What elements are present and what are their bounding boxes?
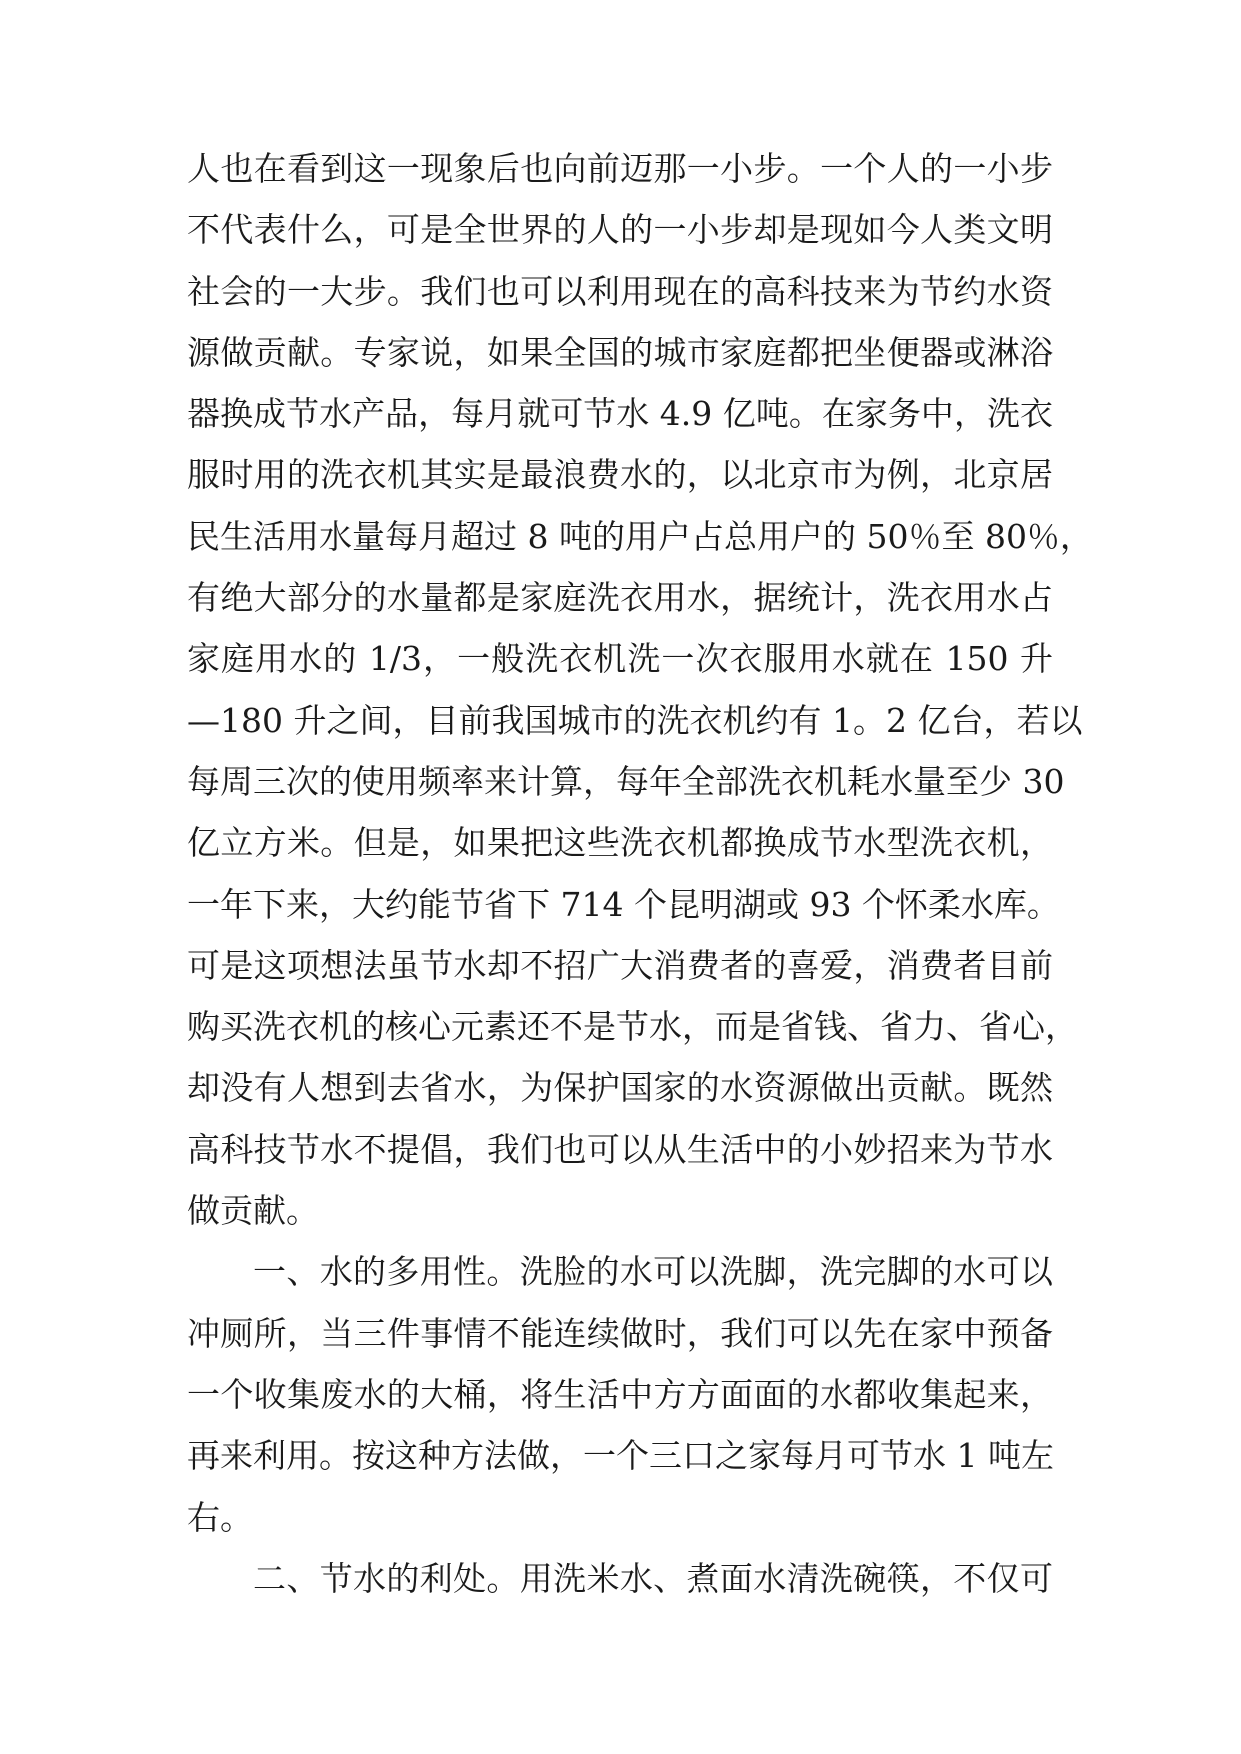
text-line: 器换成节水产品，每月就可节水 4.9 亿吨。在家务中，洗衣 (187, 394, 1053, 434)
text-line: 每周三次的使用频率来计算，每年全部洗衣机耗水量至少 30 (187, 761, 1065, 801)
text-line: 社会的一大步。我们也可以利用现在的高科技来为节约水资 (187, 271, 1053, 311)
text-line: 右。 (187, 1497, 253, 1537)
text-line: 民生活用水量每月超过 8 吨的用户占总用户的 50％至 80％， (187, 516, 1093, 556)
text-line: 一个收集废水的大桶，将生活中方方面面的水都收集起来， (187, 1374, 1053, 1414)
paragraph-first-line: 一、水的多用性。洗脸的水可以洗脚，洗完脚的水可以 (253, 1252, 1053, 1292)
text-line: 有绝大部分的水量都是家庭洗衣用水，据统计，洗衣用水占 (187, 578, 1053, 618)
text-line: 家庭用水的 1/3，一般洗衣机洗一次衣服用水就在 150 升 (187, 639, 1053, 679)
text-line: 不代表什么，可是全世界的人的一小步却是现如今人类文明 (187, 210, 1053, 250)
text-line: 做贡献。 (187, 1191, 319, 1231)
text-line: 可是这项想法虽节水却不招广大消费者的喜爱，消费者目前 (187, 945, 1053, 985)
text-line: 服时用的洗衣机其实是最浪费水的，以北京市为例，北京居 (187, 455, 1053, 495)
text-line: 一年下来，大约能节省下 714 个昆明湖或 93 个怀柔水库。 (187, 884, 1060, 924)
text-line: 高科技节水不提倡，我们也可以从生活中的小妙招来为节水 (187, 1129, 1053, 1169)
text-line: 人也在看到这一现象后也向前迈那一小步。一个人的一小步 (187, 149, 1053, 188)
text-line: 冲厕所，当三件事情不能连续做时，我们可以先在家中预备 (187, 1313, 1053, 1353)
paragraph-first-line: 二、节水的利处。用洗米水、煮面水清洗碗筷，不仅可 (253, 1558, 1053, 1598)
text-line: 却没有人想到去省水，为保护国家的水资源做出贡献。既然 (187, 1068, 1053, 1108)
text-line: —180 升之间，目前我国城市的洗衣机约有 1。2 亿台，若以 (187, 700, 1083, 740)
text-line: 再来利用。按这种方法做，一个三口之家每月可节水 1 吨左 (187, 1436, 1054, 1476)
text-line: 亿立方米。但是，如果把这些洗衣机都换成节水型洗衣机， (187, 823, 1053, 863)
text-line: 源做贡献。专家说，如果全国的城市家庭都把坐便器或淋浴 (187, 332, 1053, 372)
body-text (187, 138, 1093, 1609)
text-line: 购买洗衣机的核心元素还不是节水，而是省钱、省力、省心， (187, 1007, 1078, 1047)
